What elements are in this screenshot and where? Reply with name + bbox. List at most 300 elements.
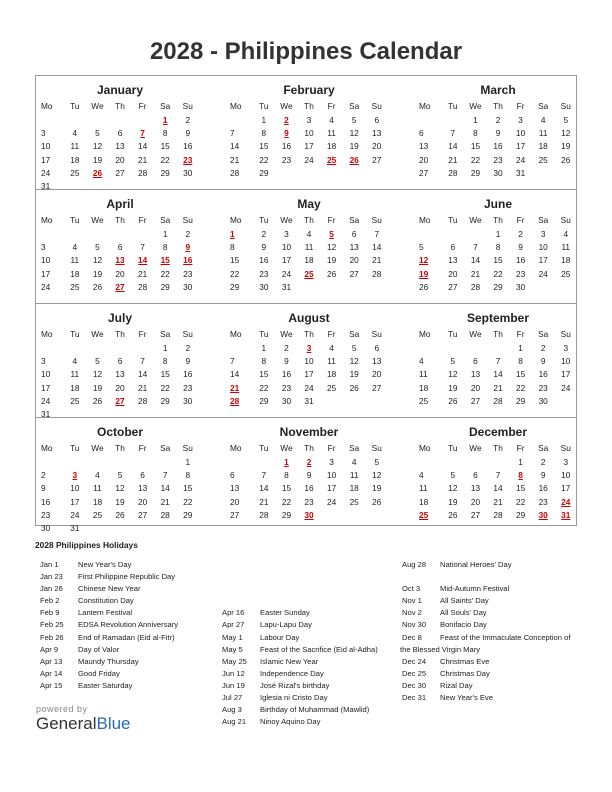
date-cell	[487, 342, 510, 355]
date-cell: 6	[351, 229, 357, 239]
date-cell: 6	[230, 470, 235, 481]
page-title: 2028 - Philippines Calendar	[149, 38, 463, 65]
date-cell: 10	[41, 255, 51, 266]
week-row	[230, 127, 388, 140]
weekday-label: Mo	[230, 101, 242, 111]
holiday-date: 23	[183, 154, 193, 165]
date-cell: 30	[41, 522, 51, 533]
week-row	[41, 254, 199, 267]
date-cell: 29	[160, 281, 170, 292]
week-row	[419, 395, 577, 408]
holiday-entry	[402, 632, 570, 644]
weekday-label: Mo	[230, 443, 242, 453]
weekday-label: Sa	[160, 215, 171, 225]
holiday-entry-name: Iglesia ni Cristo Day	[260, 693, 328, 703]
date-cell: 12	[448, 369, 458, 380]
date-cell: 24	[538, 268, 548, 279]
week-row	[419, 469, 577, 482]
date-cell: 19	[115, 496, 125, 507]
date-cell: 17	[41, 268, 51, 279]
weekday-label: We	[469, 215, 482, 225]
date-cell: 5	[351, 115, 357, 125]
date-cell: 10	[538, 242, 548, 253]
date-cell: 12	[372, 470, 382, 481]
week-row	[230, 368, 388, 381]
date-cell: 2	[185, 229, 191, 239]
date-cell: 10	[41, 369, 51, 380]
date-cell: 12	[349, 356, 359, 367]
date-cell: 11	[304, 242, 314, 253]
date-cell: 6	[473, 356, 478, 367]
powered-by-text: powered by	[36, 704, 88, 714]
month-december	[419, 424, 577, 522]
date-cell: 11	[70, 369, 80, 380]
date-cell: 12	[349, 128, 359, 139]
date-cell: 28	[230, 167, 240, 178]
date-cell	[554, 281, 577, 294]
week-row	[419, 509, 577, 522]
weekday-header	[41, 327, 199, 342]
date-cell: 2	[261, 229, 267, 239]
month-november	[230, 424, 388, 522]
date-cell: 24	[41, 395, 51, 406]
date-cell: 14	[230, 141, 240, 152]
date-cell	[442, 228, 465, 241]
weekday-label: Th	[493, 329, 503, 339]
weekday-header	[419, 441, 577, 456]
holiday-entry-date: Nov 2	[402, 608, 422, 618]
date-cell: 17	[538, 255, 548, 266]
weekday-label: Fr	[138, 329, 147, 339]
date-cell: 16	[493, 141, 503, 152]
holiday-entry-name: New Year's Day	[78, 560, 132, 569]
date-cell: 4	[419, 470, 424, 481]
date-cell	[419, 456, 442, 469]
date-cell: 20	[448, 268, 458, 279]
holiday-entry-name: Islamic New Year	[260, 656, 319, 666]
month-name	[230, 196, 388, 213]
week-row	[230, 496, 388, 509]
week-row	[230, 482, 388, 495]
date-cell: 31	[515, 167, 526, 178]
week-row	[41, 154, 199, 167]
date-cell: 19	[372, 483, 382, 494]
weekday-label: We	[91, 443, 104, 453]
date-cell	[109, 522, 132, 535]
holiday-entry-name: All Saints' Day	[440, 596, 489, 606]
date-cell: 19	[561, 141, 571, 152]
date-cell: 19	[349, 141, 359, 152]
date-cell: 19	[326, 255, 337, 266]
holiday-date: 3	[72, 470, 78, 481]
holiday-entry-date: Jan 26	[40, 584, 63, 594]
date-cell: 24	[561, 382, 571, 393]
holiday-entry	[40, 607, 178, 619]
holiday-date: 30	[538, 509, 548, 520]
weekday-label: Sa	[538, 443, 549, 453]
date-cell	[109, 228, 132, 241]
holiday-entry-date: Aug 28	[402, 560, 427, 569]
date-cell: 12	[115, 483, 125, 494]
date-cell: 15	[515, 483, 526, 494]
date-cell: 16	[304, 483, 314, 494]
weekday-label: Fr	[516, 329, 525, 339]
date-cell: 19	[448, 382, 458, 393]
date-cell: 7	[140, 356, 145, 367]
date-cell: 16	[281, 141, 292, 152]
date-cell	[320, 509, 343, 522]
holiday-date: 12	[419, 255, 429, 266]
date-cell: 10	[304, 356, 314, 367]
holiday-entry-date: Apr 15	[40, 680, 63, 690]
holiday-entry	[222, 704, 378, 716]
date-cell: 1	[261, 343, 267, 353]
date-cell: 9	[284, 356, 289, 367]
holiday-entry-name: Chinese New Year	[78, 584, 141, 594]
date-cell: 24	[281, 268, 292, 279]
date-cell: 9	[41, 483, 46, 494]
date-cell: 18	[70, 382, 80, 393]
weekday-label: Th	[304, 215, 314, 225]
date-cell: 6	[473, 470, 478, 481]
date-cell: 11	[561, 242, 571, 253]
date-cell: 13	[115, 141, 125, 152]
date-cell	[343, 167, 366, 180]
month-name-text: July	[107, 311, 132, 325]
date-cell: 16	[183, 369, 193, 380]
holiday-entry	[40, 632, 178, 644]
date-cell: 18	[561, 255, 571, 266]
date-cell: 24	[304, 382, 314, 393]
weekday-label: We	[280, 215, 293, 225]
holiday-date: 8	[518, 470, 523, 481]
date-cell: 26	[419, 281, 429, 292]
date-cell: 7	[374, 229, 380, 239]
weekday-label: Mo	[419, 101, 431, 111]
date-cell: 14	[160, 483, 170, 494]
date-cell: 23	[515, 268, 526, 279]
date-cell: 25	[326, 382, 337, 393]
week-row	[230, 355, 388, 368]
date-cell: 14	[137, 141, 148, 152]
date-cell: 29	[493, 281, 503, 292]
date-cell: 10	[70, 483, 80, 494]
date-cell: 4	[329, 343, 334, 353]
date-cell: 21	[493, 382, 503, 393]
date-cell: 13	[372, 356, 382, 367]
week-row	[41, 180, 199, 193]
holiday-entry-date: Dec 31	[402, 693, 427, 703]
holiday-entry	[402, 619, 570, 631]
weekday-label: Fr	[516, 101, 525, 111]
date-cell: 8	[185, 470, 191, 481]
weekday-label: Su	[182, 443, 193, 453]
month-name-text: June	[483, 197, 512, 211]
date-cell: 6	[374, 343, 380, 353]
weekday-label: Th	[115, 215, 125, 225]
holiday-entry	[222, 595, 378, 607]
month-name	[419, 424, 577, 441]
date-cell	[131, 180, 154, 193]
week-row	[419, 167, 577, 180]
date-cell: 18	[326, 369, 337, 380]
holiday-entry-name: First Philippine Republic Day	[78, 572, 176, 582]
date-cell: 1	[162, 343, 168, 353]
weekday-label: Th	[493, 101, 503, 111]
date-cell: 10	[561, 470, 571, 481]
date-cell: 22	[160, 382, 170, 393]
date-cell	[343, 395, 366, 408]
holiday-entry	[222, 668, 378, 680]
date-cell	[86, 342, 109, 355]
date-cell: 26	[561, 154, 571, 165]
date-cell: 28	[137, 395, 148, 406]
date-cell: 16	[281, 369, 292, 380]
date-cell: 28	[448, 167, 458, 178]
date-cell: 5	[95, 242, 100, 253]
date-cell: 2	[540, 343, 546, 353]
month-name	[41, 310, 199, 327]
weekday-label: Mo	[41, 101, 53, 111]
week-row	[41, 342, 199, 355]
date-cell: 3	[284, 229, 289, 239]
date-cell: 28	[259, 509, 269, 520]
date-cell: 20	[372, 369, 382, 380]
month-name-text: April	[106, 197, 134, 211]
month-name	[41, 82, 199, 99]
date-cell: 5	[563, 115, 569, 125]
month-name	[230, 310, 388, 327]
date-cell: 17	[326, 483, 337, 494]
weekday-label: Th	[304, 101, 314, 111]
holiday-entry	[40, 619, 178, 631]
date-cell: 28	[470, 281, 481, 292]
date-cell: 18	[349, 483, 359, 494]
date-cell: 4	[540, 115, 546, 125]
week-row	[230, 154, 388, 167]
month-january	[41, 82, 199, 193]
date-cell	[343, 281, 366, 294]
date-cell: 12	[92, 141, 103, 152]
date-cell: 21	[137, 154, 148, 165]
date-cell: 22	[160, 268, 170, 279]
holiday-date: 16	[183, 255, 193, 266]
date-cell: 7	[140, 242, 145, 253]
holiday-entry-name: Christmas Eve	[440, 656, 490, 666]
holiday-entry-name: Feast of the Sacrifice (Eid al-Adha)	[260, 644, 378, 654]
holiday-entry-date: Dec 25	[402, 668, 427, 678]
holiday-date: 14	[137, 255, 148, 266]
date-cell: 11	[327, 356, 336, 367]
month-name	[419, 82, 577, 99]
date-cell	[298, 167, 321, 180]
holiday-entry	[402, 668, 570, 680]
week-row	[419, 254, 577, 267]
holiday-entry	[222, 619, 378, 631]
date-cell: 29	[259, 395, 269, 406]
date-cell	[442, 114, 465, 127]
week-row	[230, 228, 388, 241]
holiday-entry	[40, 668, 178, 680]
calendar-grid	[35, 75, 577, 533]
date-cell: 14	[137, 369, 148, 380]
weekday-label: Sa	[160, 101, 171, 111]
date-cell: 2	[518, 229, 523, 239]
date-cell: 4	[72, 128, 78, 139]
date-cell	[442, 342, 465, 355]
holiday-entry-name: José Rizal's birthday	[260, 680, 330, 690]
weekday-label: Fr	[327, 329, 336, 339]
date-cell: 1	[185, 457, 191, 467]
holiday-date: 2	[306, 457, 312, 467]
holiday-date: 19	[419, 268, 429, 279]
date-cell	[365, 281, 388, 294]
date-cell: 8	[261, 128, 267, 139]
date-cell	[154, 180, 177, 193]
date-cell	[41, 342, 64, 355]
date-cell: 30	[183, 395, 193, 406]
holiday-date: 5	[329, 229, 334, 239]
date-cell	[554, 395, 577, 408]
date-cell: 24	[41, 281, 51, 292]
date-cell	[131, 408, 154, 421]
weekday-label: Su	[371, 101, 382, 111]
month-june	[419, 196, 577, 294]
holiday-date: 26	[349, 154, 359, 165]
date-cell: 10	[326, 470, 337, 481]
holiday-date: 1	[284, 457, 289, 467]
holiday-entry	[402, 656, 570, 668]
holiday-column	[40, 559, 178, 692]
date-cell: 2	[284, 343, 289, 353]
date-cell: 25	[70, 281, 80, 292]
holiday-entry-name: Lapu-Lapu Day	[260, 620, 312, 630]
holiday-entry-name: Lantern Festival	[78, 608, 133, 618]
holiday-entry-date: May 5	[222, 644, 243, 654]
weekday-label: Tu	[259, 443, 269, 453]
date-cell: 23	[493, 154, 503, 165]
date-cell: 17	[70, 496, 80, 507]
date-cell: 9	[306, 470, 312, 481]
month-name	[419, 310, 577, 327]
date-cell: 15	[183, 483, 193, 494]
date-cell: 29	[515, 395, 526, 406]
holiday-entry	[40, 680, 178, 692]
date-cell: 3	[563, 457, 569, 467]
date-cell: 18	[419, 382, 429, 393]
weekday-label: Sa	[160, 329, 171, 339]
holiday-entry-name: Bonifacio Day	[440, 620, 487, 630]
date-cell: 27	[448, 281, 458, 292]
weekday-label: Su	[560, 215, 571, 225]
weekday-label: Sa	[538, 101, 549, 111]
date-cell: 4	[563, 229, 569, 239]
date-cell: 14	[470, 255, 481, 266]
date-cell: 18	[92, 496, 103, 507]
date-cell	[41, 114, 64, 127]
date-cell: 27	[372, 154, 382, 165]
holiday-entry	[222, 716, 378, 728]
weekday-header	[419, 213, 577, 228]
date-cell	[298, 281, 321, 294]
month-name	[419, 196, 577, 213]
week-row	[230, 395, 388, 408]
holiday-entry	[40, 595, 178, 607]
date-cell: 12	[326, 242, 337, 253]
date-cell: 29	[281, 509, 292, 520]
weekday-label: Th	[115, 329, 125, 339]
date-cell: 12	[92, 255, 103, 266]
weekday-label: We	[280, 329, 293, 339]
brand-blue: Blue	[96, 714, 131, 733]
date-cell: 19	[92, 268, 103, 279]
date-cell: 29	[515, 509, 526, 520]
holiday-entry-date: Jul 27	[222, 693, 243, 703]
holiday-entry-date: Apr 16	[222, 608, 245, 618]
date-cell	[86, 408, 109, 421]
date-cell: 9	[185, 356, 191, 367]
date-cell: 13	[349, 242, 359, 253]
week-row	[41, 469, 199, 482]
weekday-label: Tu	[448, 215, 458, 225]
date-cell: 23	[281, 382, 292, 393]
date-cell: 21	[470, 268, 481, 279]
date-cell: 21	[160, 496, 170, 507]
holiday-entry-name: Labour Day	[260, 632, 300, 642]
date-cell	[419, 114, 442, 127]
date-cell: 30	[259, 281, 269, 292]
weekday-label: Mo	[230, 329, 242, 339]
date-cell: 25	[419, 395, 429, 406]
holiday-date: 15	[160, 255, 170, 266]
date-cell: 13	[470, 369, 481, 380]
holiday-entry-date: Feb 2	[40, 596, 60, 606]
date-cell: 28	[137, 281, 148, 292]
holiday-date: 27	[115, 395, 125, 406]
date-cell	[230, 114, 253, 127]
week-row	[41, 408, 199, 421]
weekday-label: Mo	[419, 329, 431, 339]
date-cell: 4	[306, 229, 312, 239]
date-cell	[131, 456, 154, 469]
date-cell: 20	[115, 268, 125, 279]
holiday-entry	[40, 583, 178, 595]
date-cell: 17	[41, 382, 51, 393]
holidays-title: 2028 Philippines Holidays	[35, 540, 138, 550]
date-cell: 17	[281, 255, 292, 266]
holiday-column	[222, 559, 378, 728]
holiday-entry-date: May 25	[222, 656, 247, 666]
date-cell: 3	[540, 229, 546, 239]
holiday-entry-date: Aug 3	[222, 705, 242, 715]
date-cell: 18	[419, 496, 429, 507]
date-cell	[64, 408, 87, 421]
date-cell: 9	[540, 470, 546, 481]
weekday-label: Mo	[41, 215, 53, 225]
week-row	[419, 268, 577, 281]
date-cell: 20	[137, 496, 148, 507]
week-row	[419, 228, 577, 241]
weekday-label: Tu	[448, 443, 458, 453]
date-cell	[64, 228, 87, 241]
date-cell: 15	[230, 255, 240, 266]
holiday-entry-name: End of Ramadan (Eid al-Fitr)	[78, 632, 175, 642]
month-february	[230, 82, 388, 180]
date-cell: 28	[493, 509, 503, 520]
date-cell	[320, 395, 343, 408]
date-cell: 24	[41, 167, 51, 178]
week-row	[41, 355, 199, 368]
